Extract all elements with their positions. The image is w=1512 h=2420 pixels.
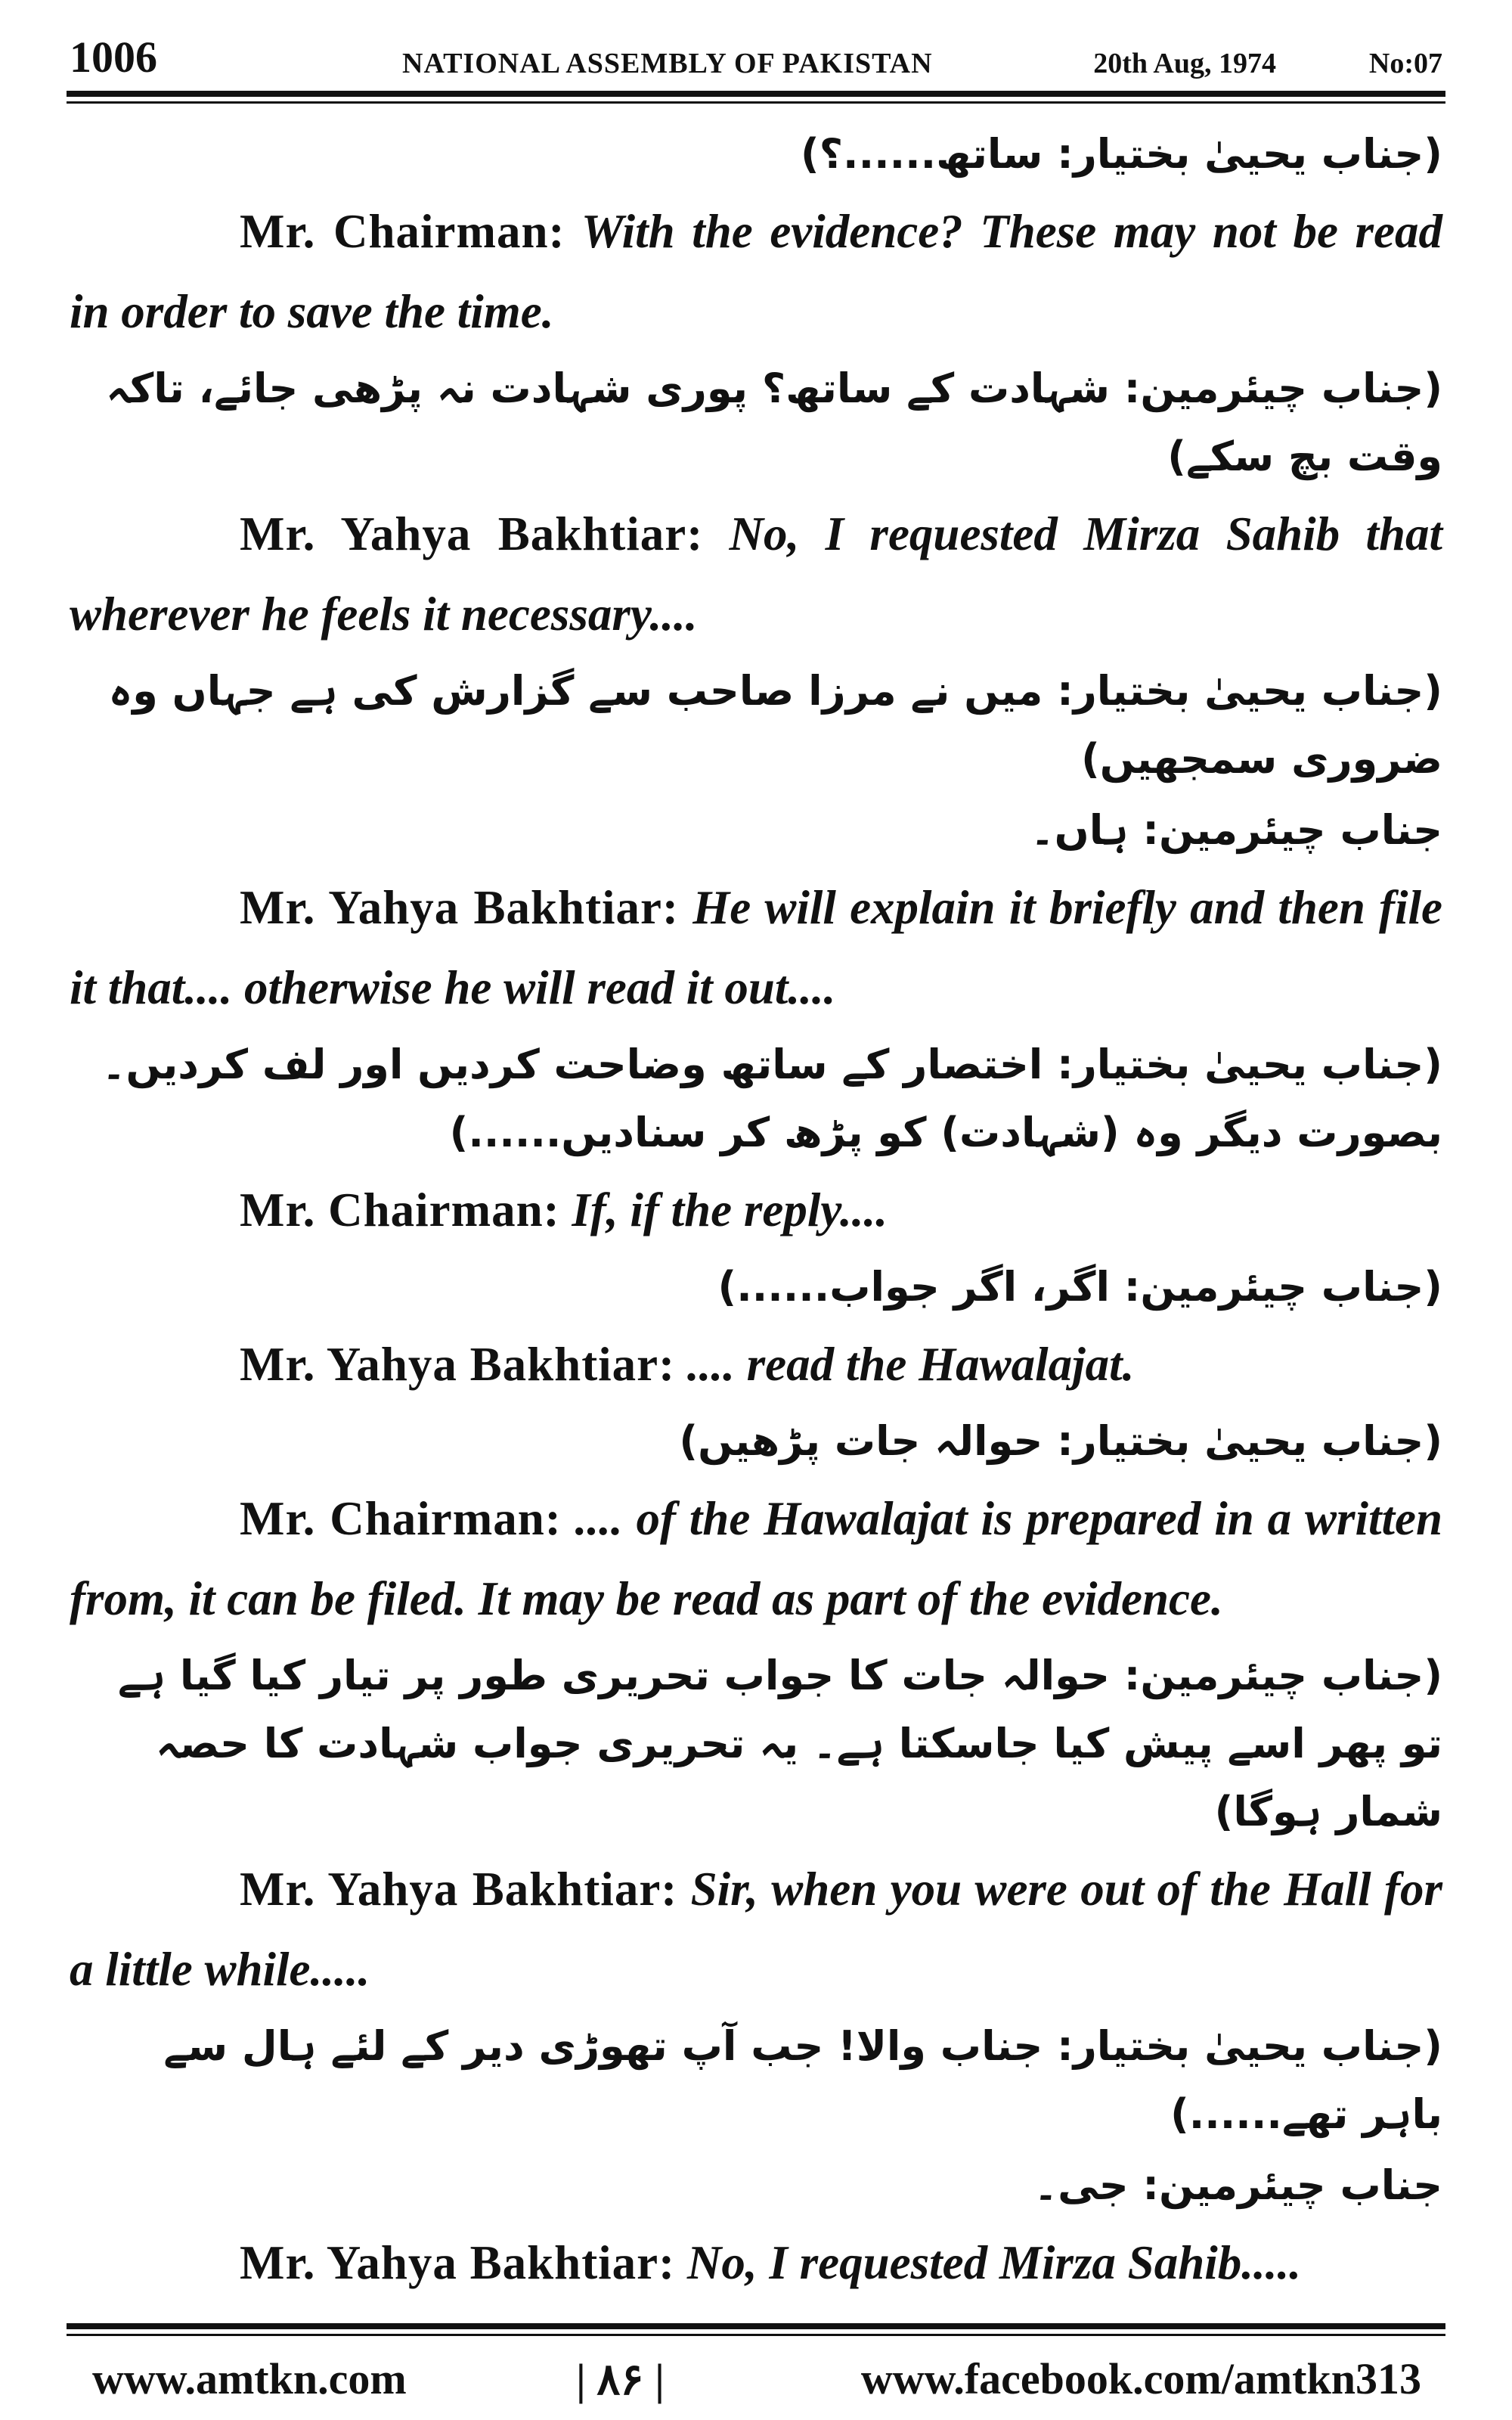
english-paragraph — [70, 1324, 1442, 1404]
english-paragraph — [70, 1170, 1442, 1250]
header-rule-thin — [67, 101, 1445, 104]
footer-website-link[interactable]: www.amtkn.com — [92, 2354, 407, 2403]
header-rule-thick — [67, 91, 1445, 97]
english-paragraph — [70, 191, 1442, 352]
english-paragraph — [70, 1849, 1442, 2009]
page-number: 1006 — [70, 33, 157, 82]
speaker-name: Mr. Chairman: — [240, 1492, 562, 1545]
footer-rule-thin — [67, 2334, 1445, 2336]
footer-page-marker: | ۸۶ | — [576, 2355, 665, 2404]
speaker-name: Mr. Yahya Bakhtiar: — [240, 881, 680, 934]
urdu-paragraph: (جناب یحییٰ بختیار: میں نے مرزا صاحب سے گزارش کی ہے جہاں وہ ضروری سمجھیں) — [108, 667, 1442, 783]
urdu-paragraph: (جناب یحییٰ بختیار: اختصار کے ساتھ وضاحت کردیں اور لف کردیں۔ بصورت دیگر وہ (شہادت) کو پڑھ کر سنادیں......) — [101, 1041, 1442, 1156]
footer-facebook-link[interactable]: www.facebook.com/amtkn313 — [860, 2354, 1421, 2403]
speaker-name: Mr. Chairman: — [240, 1184, 560, 1236]
urdu-paragraph: (جناب چیئرمین: اگر، اگر جواب......) — [717, 1263, 1442, 1311]
english-paragraph — [70, 1478, 1442, 1639]
header-number: No:07 — [1368, 48, 1442, 79]
page-header — [70, 29, 1442, 89]
speaker-name: Mr. Yahya Bakhtiar: — [240, 1338, 676, 1391]
speech-text: No, I requested Mirza Sahib..... — [675, 2236, 1301, 2289]
speaker-name: Mr. Yahya Bakhtiar: — [240, 507, 704, 560]
speech-text: No, I requested Mirza Sahib that wherever he feels it necessary.... — [70, 507, 1442, 641]
speech-text: Sir, when you were out of the Hall for a little while..... — [70, 1863, 1442, 1996]
speech-text: .... read the Hawalajat. — [675, 1338, 1135, 1391]
english-paragraph — [70, 867, 1442, 1028]
urdu-paragraph: (جناب چیئرمین: حوالہ جات کا جواب تحریری طور پر تیار کیا گیا ہے تو پھر اسے پیش کیا جاسکتا ہے۔ یہ تحریری جواب شہادت کا حصہ شمار ہوگا) — [117, 1652, 1442, 1835]
urdu-paragraph: جناب چیئرمین: جی۔ — [1033, 2161, 1442, 2209]
header-date: 20th Aug, 1974 — [1093, 48, 1276, 79]
speech-text: .... of the Hawalajat is prepared in a written from, it can be filed. It may be read as part of the evidence. — [70, 1492, 1442, 1625]
speaker-name: Mr. Yahya Bakhtiar: — [240, 1863, 678, 1916]
speaker-name: Mr. Yahya Bakhtiar: — [240, 2236, 676, 2289]
speaker-name: Mr. Chairman: — [240, 205, 565, 258]
page-footer — [70, 2353, 1442, 2406]
speech-text: He will explain it briefly and then file it that.... otherwise he will read it out.... — [70, 881, 1442, 1014]
english-paragraph — [70, 494, 1442, 654]
header-title: NATIONAL ASSEMBLY OF PAKISTAN — [402, 48, 933, 79]
urdu-paragraph: (جناب یحییٰ بختیار: جناب والا! جب آپ تھوڑی دیر کے لئے ہال سے باہر تھے......) — [163, 2022, 1442, 2138]
urdu-paragraph: جناب چیئرمین: ہاں۔ — [1030, 806, 1442, 854]
urdu-paragraph: (جناب یحییٰ بختیار: حوالہ جات پڑھیں) — [679, 1417, 1442, 1465]
speech-text: If, if the reply.... — [559, 1184, 888, 1236]
transcript-body — [70, 117, 1442, 2303]
english-paragraph — [70, 2223, 1442, 2303]
urdu-paragraph: (جناب یحییٰ بختیار: ساتھ......؟) — [801, 130, 1442, 178]
urdu-paragraph: (جناب چیئرمین: شہادت کے ساتھ؟ پوری شہادت نہ پڑھی جائے، تاکہ وقت بچ سکے) — [106, 365, 1442, 480]
speech-text: With the evidence? These may not be read in order to save the time. — [70, 205, 1443, 338]
footer-rule-thick — [67, 2323, 1445, 2329]
